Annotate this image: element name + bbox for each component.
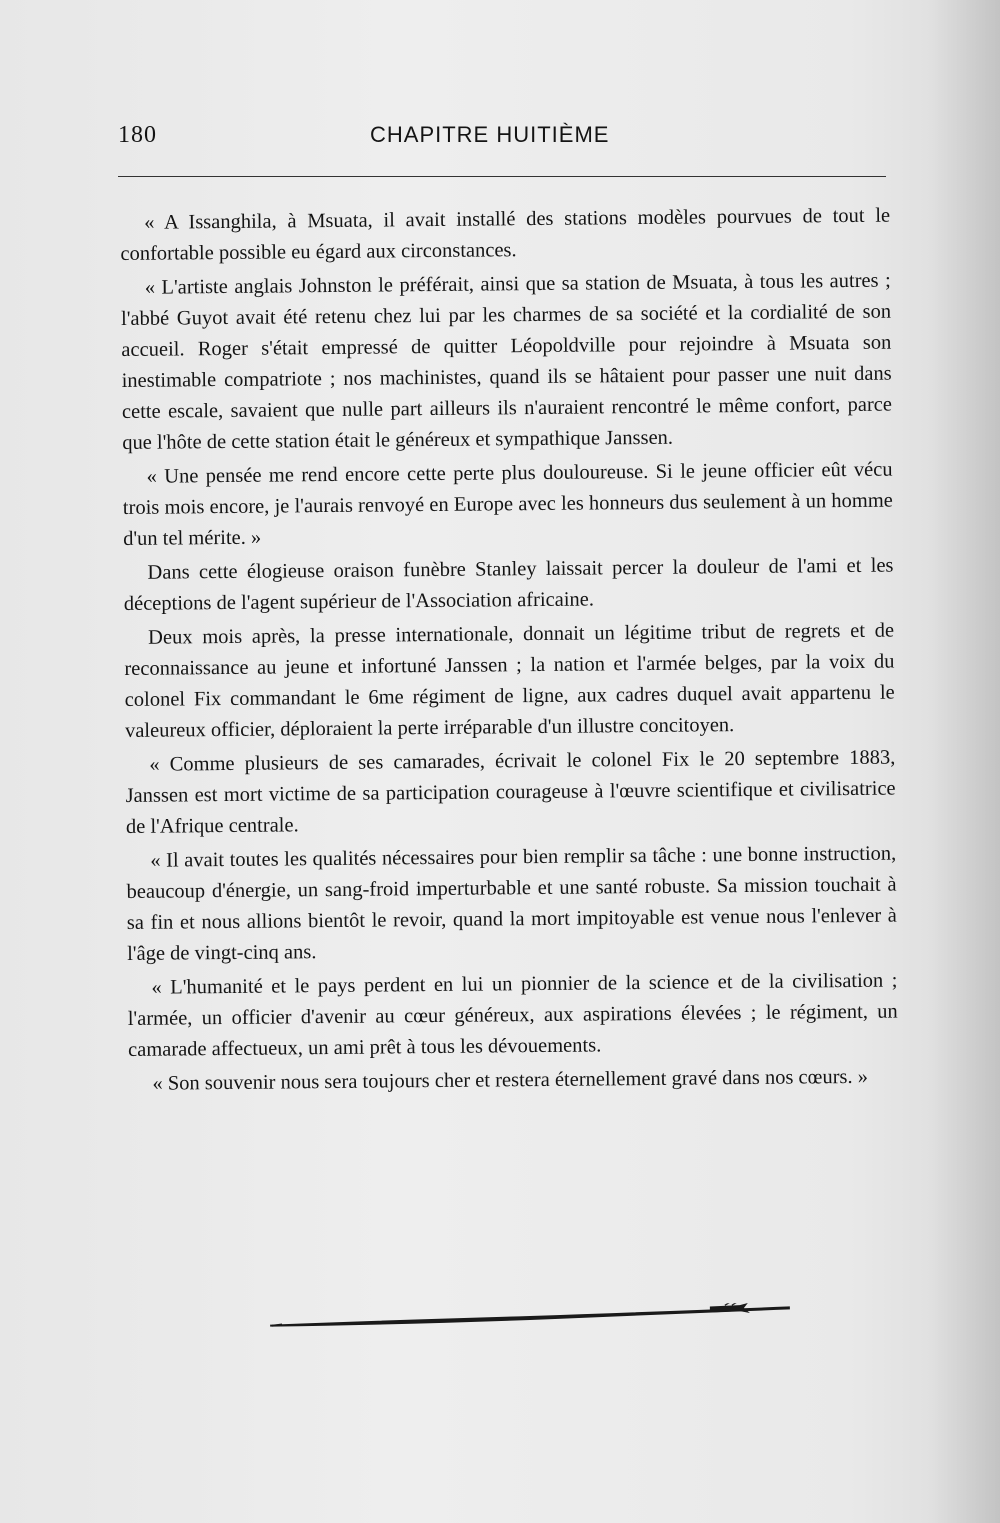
paragraph: « L'humanité et le pays perdent en lui un pionnier de la science et de la civilisation ; l'armée, un officier d'avenir au cœur généreux, aux aspirations élevées ; le régiment, un camarade affectueux, un ami prêt à tous les dévouements. [127,969,898,1061]
paragraph: « Comme plusieurs de ses camarades, écrivait le colonel Fix le 20 septembre 1883, Janssen est mort victime de sa participation courageuse à l'œuvre scientifique et civilisatrice de l'Afrique centrale. [125,746,896,838]
paragraph: « Il avait toutes les qualités nécessaires pour bien remplir sa tâche : une bonne instruction, beaucoup d'énergie, un sang-froid imperturbable et une santé robuste. Sa mission touchait à sa fin et nous allions bientôt le revoir, quand la mort impitoyable est venue nous l'enlever à l'âge de vingt-cinq ans. [126,842,897,965]
paragraph: Dans cette élogieuse oraison funèbre Stanley laissait percer la douleur de l'ami et les déceptions de l'agent supérieur de l'Association africaine. [123,554,894,615]
paragraph: Deux mois après, la presse internationale, donnait un légitime tribut de regrets et de reconnaissance au jeune et infortuné Janssen ; la nation et l'armée belges, par la voix du colonel Fix commandant le 6me régiment de ligne, aux cadres duquel avait appartenu le valeureux officier, déploraient la perte irréparable d'un illustre concitoyen. [124,619,895,742]
body-text [120,201,899,1103]
tailpiece-ornament [270,1302,795,1333]
paragraph: « Son souvenir nous sera toujours cher et restera éternellement gravé dans nos cœurs. » [152,1065,869,1095]
page-number: 180 [118,122,157,148]
running-head: CHAPITRE HUITIÈME [370,122,610,147]
paragraph: « L'artiste anglais Johnston le préférait, ainsi que sa station de Msuata, à tous les autres ; l'abbé Guyot avait été retenu chez lui par les charmes de sa société et la cordialité de son accueil. Roger s'était empressé de quitter Léopoldville pour rejoindre à Msuata son inestimable compatriote ; nos machinistes, quand ils se hâtaient pour passer une nuit dans cette escale, savaient que nulle part ailleurs ils n'auraient rencontré le même confort, parce que l'hôte de cette station était le généreux et sympathique Janssen. [120,269,893,454]
header-rule [118,176,886,177]
paragraph: « A Issanghila, à Msuata, il avait installé des stations modèles pourvues de tout le confortable possible eu égard aux circonstances. [120,204,891,265]
paragraph: « Une pensée me rend encore cette perte plus douloureuse. Si le jeune officier eût vécu trois mois encore, je l'aurais renvoyé en Europe avec les honneurs dus seulement à un homme d'un tel mérite. » [122,458,893,550]
